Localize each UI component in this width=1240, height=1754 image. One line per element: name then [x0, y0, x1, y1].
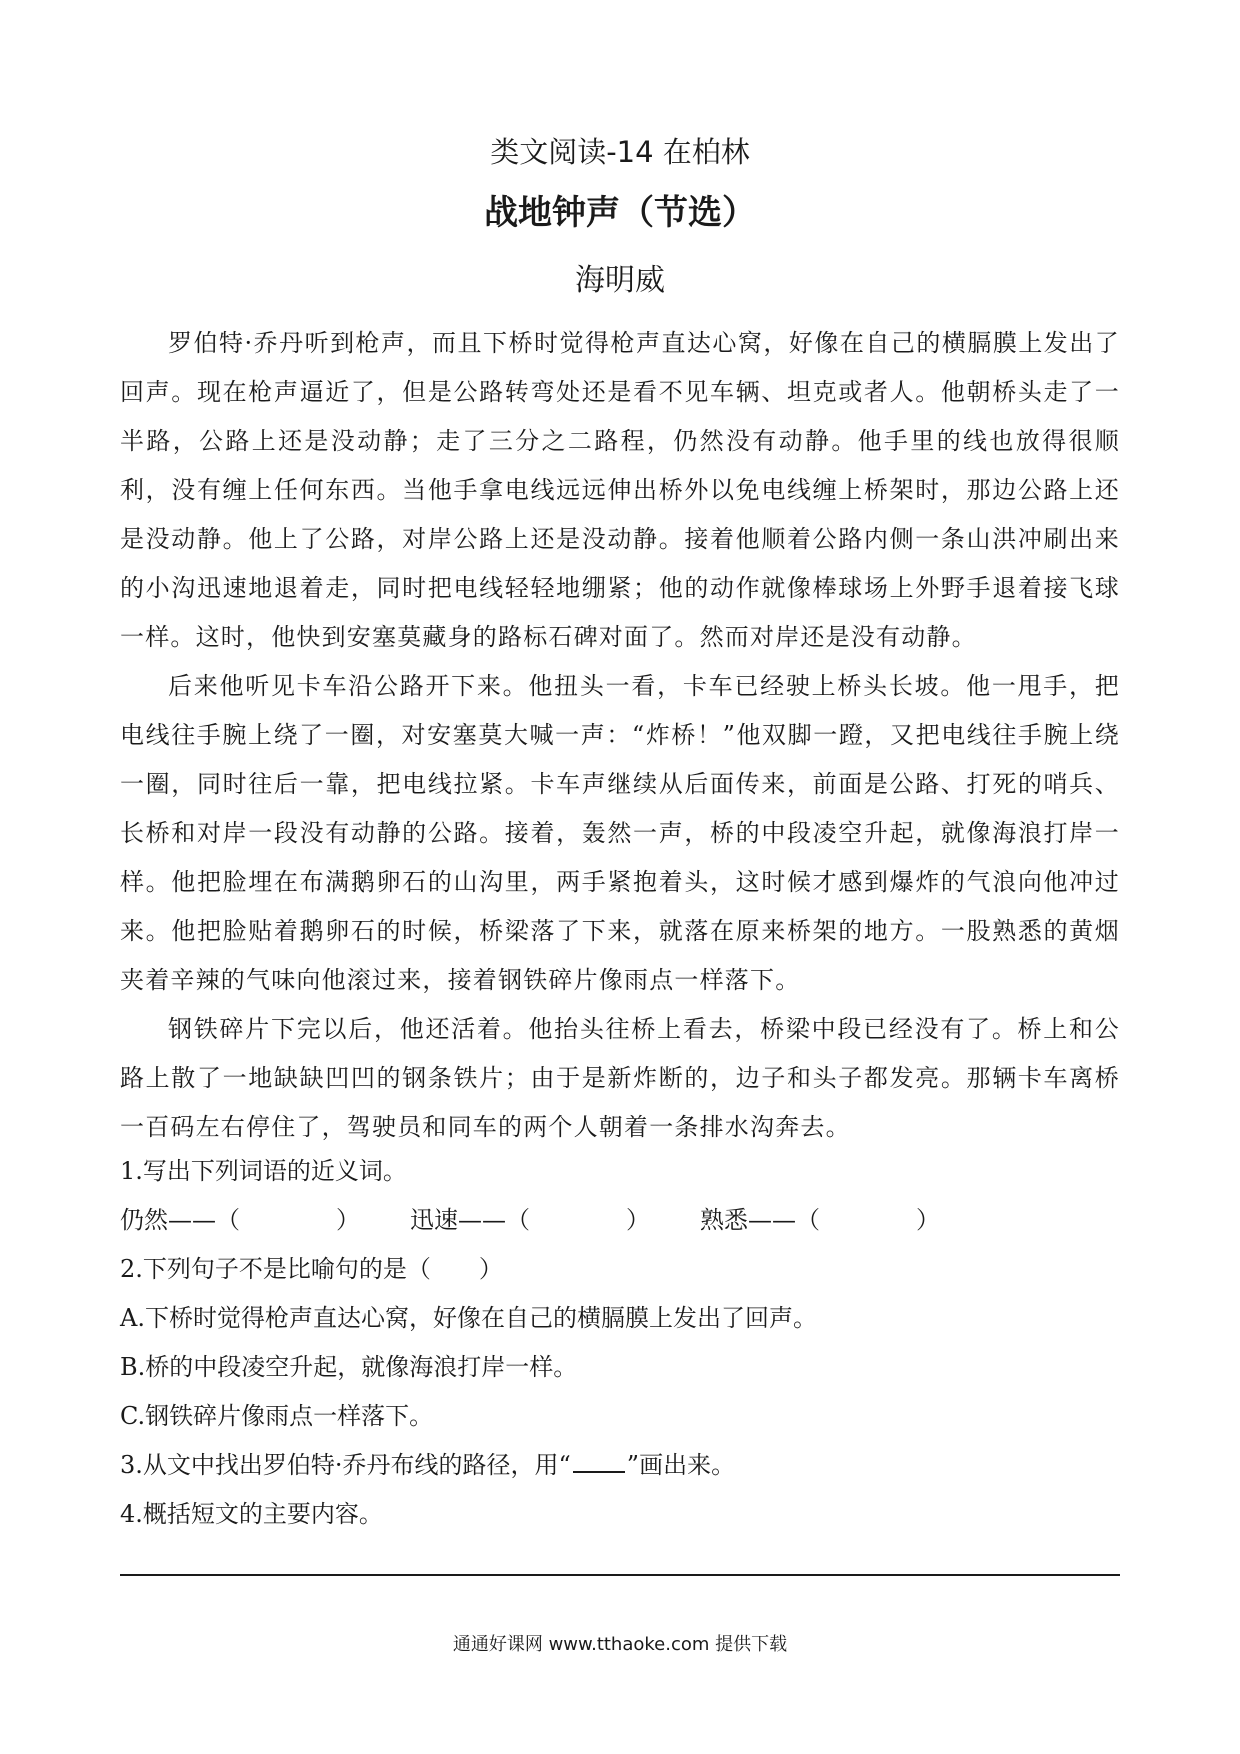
author-name: 海明威 [575, 263, 665, 298]
synonym-row [120, 1196, 1120, 1245]
question-3 [120, 1441, 1120, 1490]
article-body [120, 319, 1120, 1152]
article-paragraph: 罗伯特·乔丹听到枪声，而且下桥时觉得枪声直达心窝，好像在自己的横膈膜上发出了回声。现在枪声逼近了，但是公路转弯处还是看不见车辆、坦克或者人。他朝桥头走了一半路，公路上还是没动静；走了三分之二路程，仍然没有动静。他手里的线也放得很顺利，没有缠上任何东西。当他手拿电线远远伸出桥外以免电线缠上桥架时，那边公路上还是没动静。他上了公路，对岸公路上还是没动静。接着他顺着公路内侧一条山洪冲刷出来的小沟迅速地退着走，同时把电线轻轻地绷紧；他的动作就像棒球场上外野手退着接飞球一样。这时，他快到安塞莫藏身的路标石碑对面了。然而对岸还是没有动静。 [120, 329, 1120, 651]
article-paragraph: 钢铁碎片下完以后，他还活着。他抬头往桥上看去，桥梁中段已经没有了。桥上和公路上散了一地缺缺凹凹的钢条铁片；由于是新炸断的，边子和头子都发亮。那辆卡车离桥一百码左右停住了，驾驶员和同车的两个人朝着一条排水沟奔去。 [120, 1015, 1120, 1141]
series-title: 类文阅读-14 在柏林 [490, 135, 750, 169]
footer-source: 通通好课网 www.tthaoke.com 提供下载 [452, 1634, 788, 1655]
option-b: B.桥的中段凌空升起，就像海浪打岸一样。 [120, 1353, 578, 1381]
option-a: A.下桥时觉得枪声直达心窝，好像在自己的横膈膜上发出了回声。 [120, 1304, 817, 1332]
answer-divider-line [120, 1574, 1120, 1576]
article-title: 战地钟声（节选） [484, 193, 756, 233]
synonym-blank: 迅速——（ ） [410, 1206, 650, 1234]
option-c: C.钢铁碎片像雨点一样落下。 [120, 1402, 434, 1430]
article-paragraph: 后来他听见卡车沿公路开下来。他扭头一看，卡车已经驶上桥头长坡。他一甩手，把电线往手腕上绕了一圈，对安塞莫大喊一声：“炸桥！”他双脚一蹬，又把电线往手腕上绕一圈，同时往后一靠，把电线拉紧。卡车声继续从后面传来，前面是公路、打死的哨兵、长桥和对岸一段没有动静的公路。接着，轰然一声，桥的中段凌空升起，就像海浪打岸一样。他把脸埋在布满鹅卵石的山沟里，两手紧抱着头，这时候才感到爆炸的气浪向他冲过来。他把脸贴着鹅卵石的时候，桥梁落了下来，就落在原来桥架的地方。一股熟悉的黄烟夹着辛辣的气味向他滚过来，接着钢铁碎片像雨点一样落下。 [120, 672, 1120, 994]
underline-mark [573, 1453, 625, 1473]
question-1: 1.写出下列词语的近义词。 [120, 1157, 407, 1185]
question-3-text-end: ”画出来。 [626, 1451, 736, 1479]
question-2: 2.下列句子不是比喻句的是（ ） [120, 1255, 503, 1283]
synonym-blank: 熟悉——（ ） [700, 1206, 940, 1234]
question-section [120, 1147, 1120, 1539]
question-4: 4.概括短文的主要内容。 [120, 1500, 383, 1528]
synonym-blank: 仍然——（ ） [120, 1206, 360, 1234]
question-3-text-start: 3.从文中找出罗伯特·乔丹布线的路径，用“ [120, 1451, 571, 1479]
